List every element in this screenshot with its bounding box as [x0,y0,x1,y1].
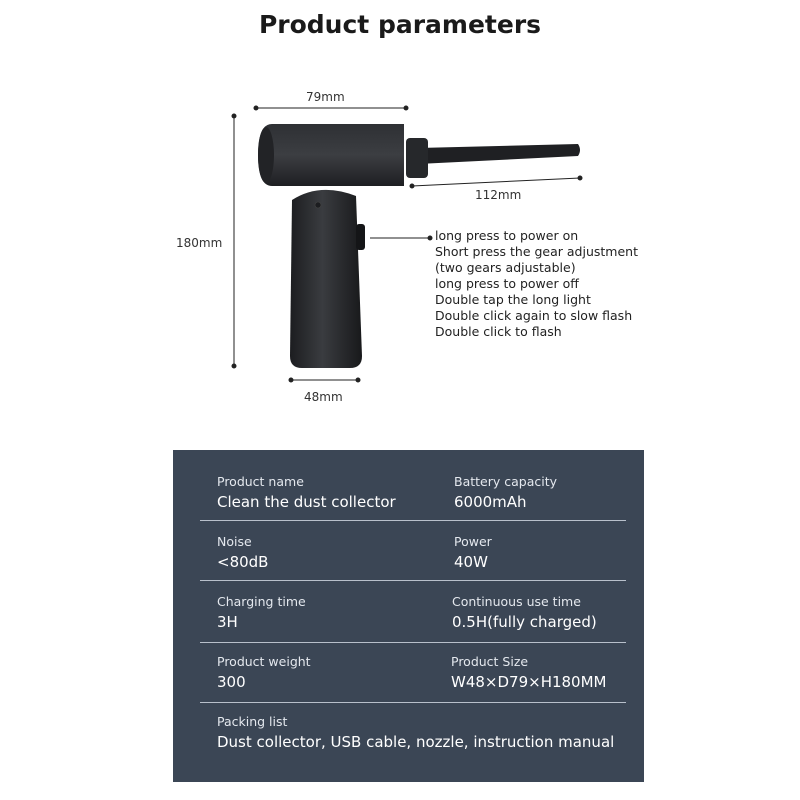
dimension-height: 180mm [176,236,223,250]
spec-value: 300 [217,673,246,691]
button-pointer-line [370,236,432,240]
spec-value: Dust collector, USB cable, nozzle, instruction manual [217,733,615,751]
spec-product-size [451,654,607,691]
instruction-line: Double click again to slow flash [435,308,633,323]
dimension-line-nozzle [410,176,582,188]
dimension-line-bottom [289,378,360,382]
row-divider [200,642,626,643]
row-divider [200,520,626,521]
dimension-width-top: 79mm [306,90,345,104]
instruction-line: (two gears adjustable) [435,260,576,275]
spec-label: Charging time [217,594,306,609]
dimension-nozzle-length: 112mm [475,188,522,202]
instruction-line: long press to power off [435,276,579,291]
spec-value: 40W [454,553,488,571]
dimension-line-height [232,114,236,368]
spec-packing-list [217,714,614,751]
page-title: Product parameters [258,10,542,39]
spec-product-name [217,474,396,511]
spec-label: Battery capacity [454,474,558,489]
row-divider [200,702,626,703]
instruction-line: Short press the gear adjustment [435,244,638,259]
spec-value: Clean the dust collector [217,493,396,511]
spec-label: Power [454,534,492,549]
spec-label: Noise [217,534,252,549]
spec-label: Continuous use time [452,594,581,609]
spec-product-weight [217,654,311,691]
spec-continuous-use-time [452,594,597,631]
spec-power [454,534,492,571]
spec-value: <80dB [217,553,269,571]
spec-charging-time [217,594,306,631]
button-instructions [435,228,638,340]
spec-value: 3H [217,613,238,631]
spec-noise [217,534,268,571]
row-divider [200,580,626,581]
dimension-width-bottom: 48mm [304,390,343,404]
instruction-line: Double tap the long light [435,292,591,307]
spec-label: Product weight [217,654,311,669]
dimension-line-top [254,106,408,110]
instruction-line: long press to power on [435,228,579,243]
spec-label: Product name [217,474,304,489]
spec-label: Product Size [451,654,529,669]
spec-battery-capacity [454,474,557,511]
spec-value: W48×D79×H180MM [451,673,607,691]
instruction-line: Double click to flash [435,324,562,339]
spec-label: Packing list [217,714,288,729]
spec-value: 6000mAh [454,493,527,511]
spec-value: 0.5H(fully charged) [452,613,597,631]
spec-panel [173,450,644,782]
